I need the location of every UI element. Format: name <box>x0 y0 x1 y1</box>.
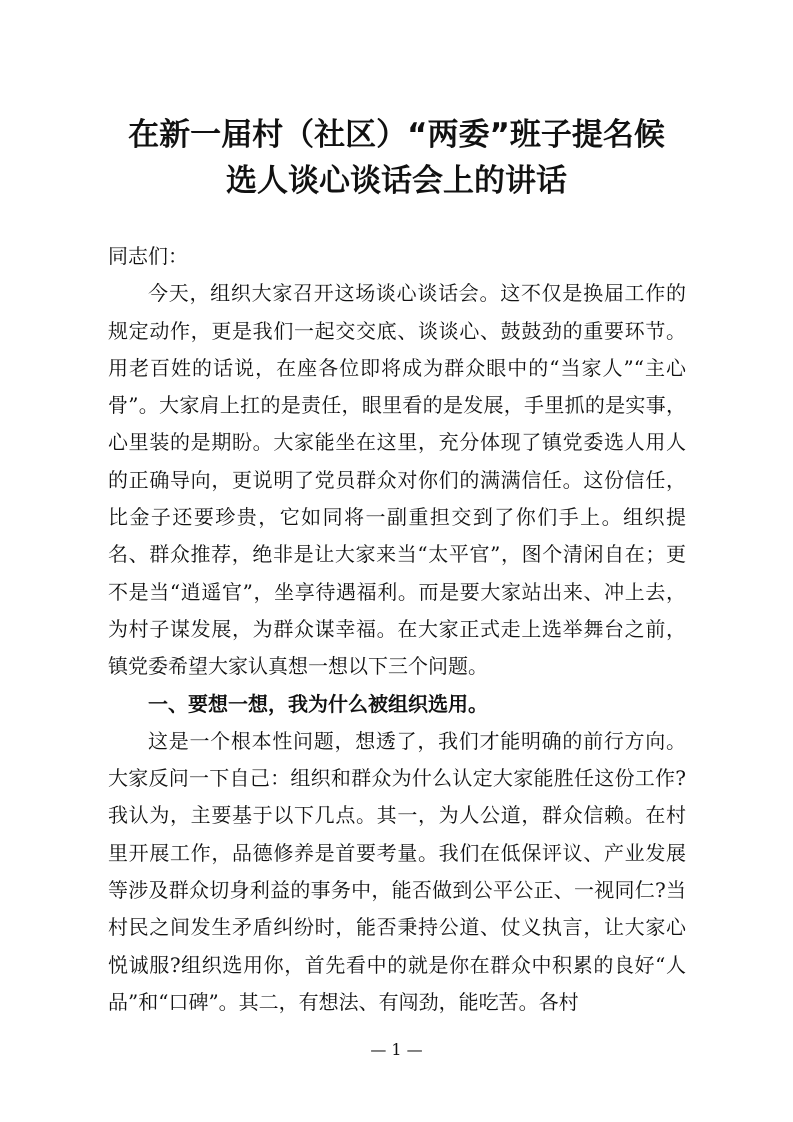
paragraph-2: 这是一个根本性问题，想透了，我们才能明确的前行方向。大家反问一下自己：组织和群众为什么认定大家能胜任这份工作?我认为，主要基于以下几点。其一，为人公道，群众信赖。在村里开展工作，品德修养是首要考量。我们在低保评议、产业发展等涉及群众切身利益的事务中，能否做到公平公正、一视同仁?当村民之间发生矛盾纠纷时，能否秉持公道、仗义执言，让大家心悦诚服?组织选用你，首先看中的就是你在群众中积累的良好“人品”和“口碑”。其二，有想法、有闯劲，能吃苦。各村 <box>108 728 686 1014</box>
title-line-2: 选人谈心谈话会上的讲话 <box>226 163 567 199</box>
paragraph-1: 今天，组织大家召开这场谈心谈话会。这不仅是换届工作的规定动作，更是我们一起交交底、谈谈心、鼓鼓劲的重要环节。用老百姓的话说，在座各位即将成为群众眼中的“当家人”“主心骨”。大家肩上扛的是责任，眼里看的是发展，手里抓的是实事，心里装的是期盼。大家能坐在这里，充分体现了镇党委选人用人的正确导向，更说明了党员群众对你们的满满信任。这份信任，比金子还要珍贵，它如同将一副重担交到了你们手上。组织提名、群众推荐，绝非是让大家来当“太平官”，图个清闲自在；更不是当“逍遥官”，坐享待遇福利。而是要大家站出来、冲上去，为村子谋发展，为群众谋幸福。在大家正式走上选举舞台之前，镇党委希望大家认真想一想以下三个问题。 <box>108 281 686 679</box>
page-number: — 1 — <box>370 1040 423 1059</box>
section-heading-1: 一、要想一想，我为什么被组织选用。 <box>148 691 488 716</box>
document-body <box>108 238 686 1021</box>
salutation: 同志们： <box>108 244 188 268</box>
document-title <box>95 112 698 204</box>
title-line-1: 在新一届村（社区）“两委”班子提名候 <box>128 117 665 153</box>
